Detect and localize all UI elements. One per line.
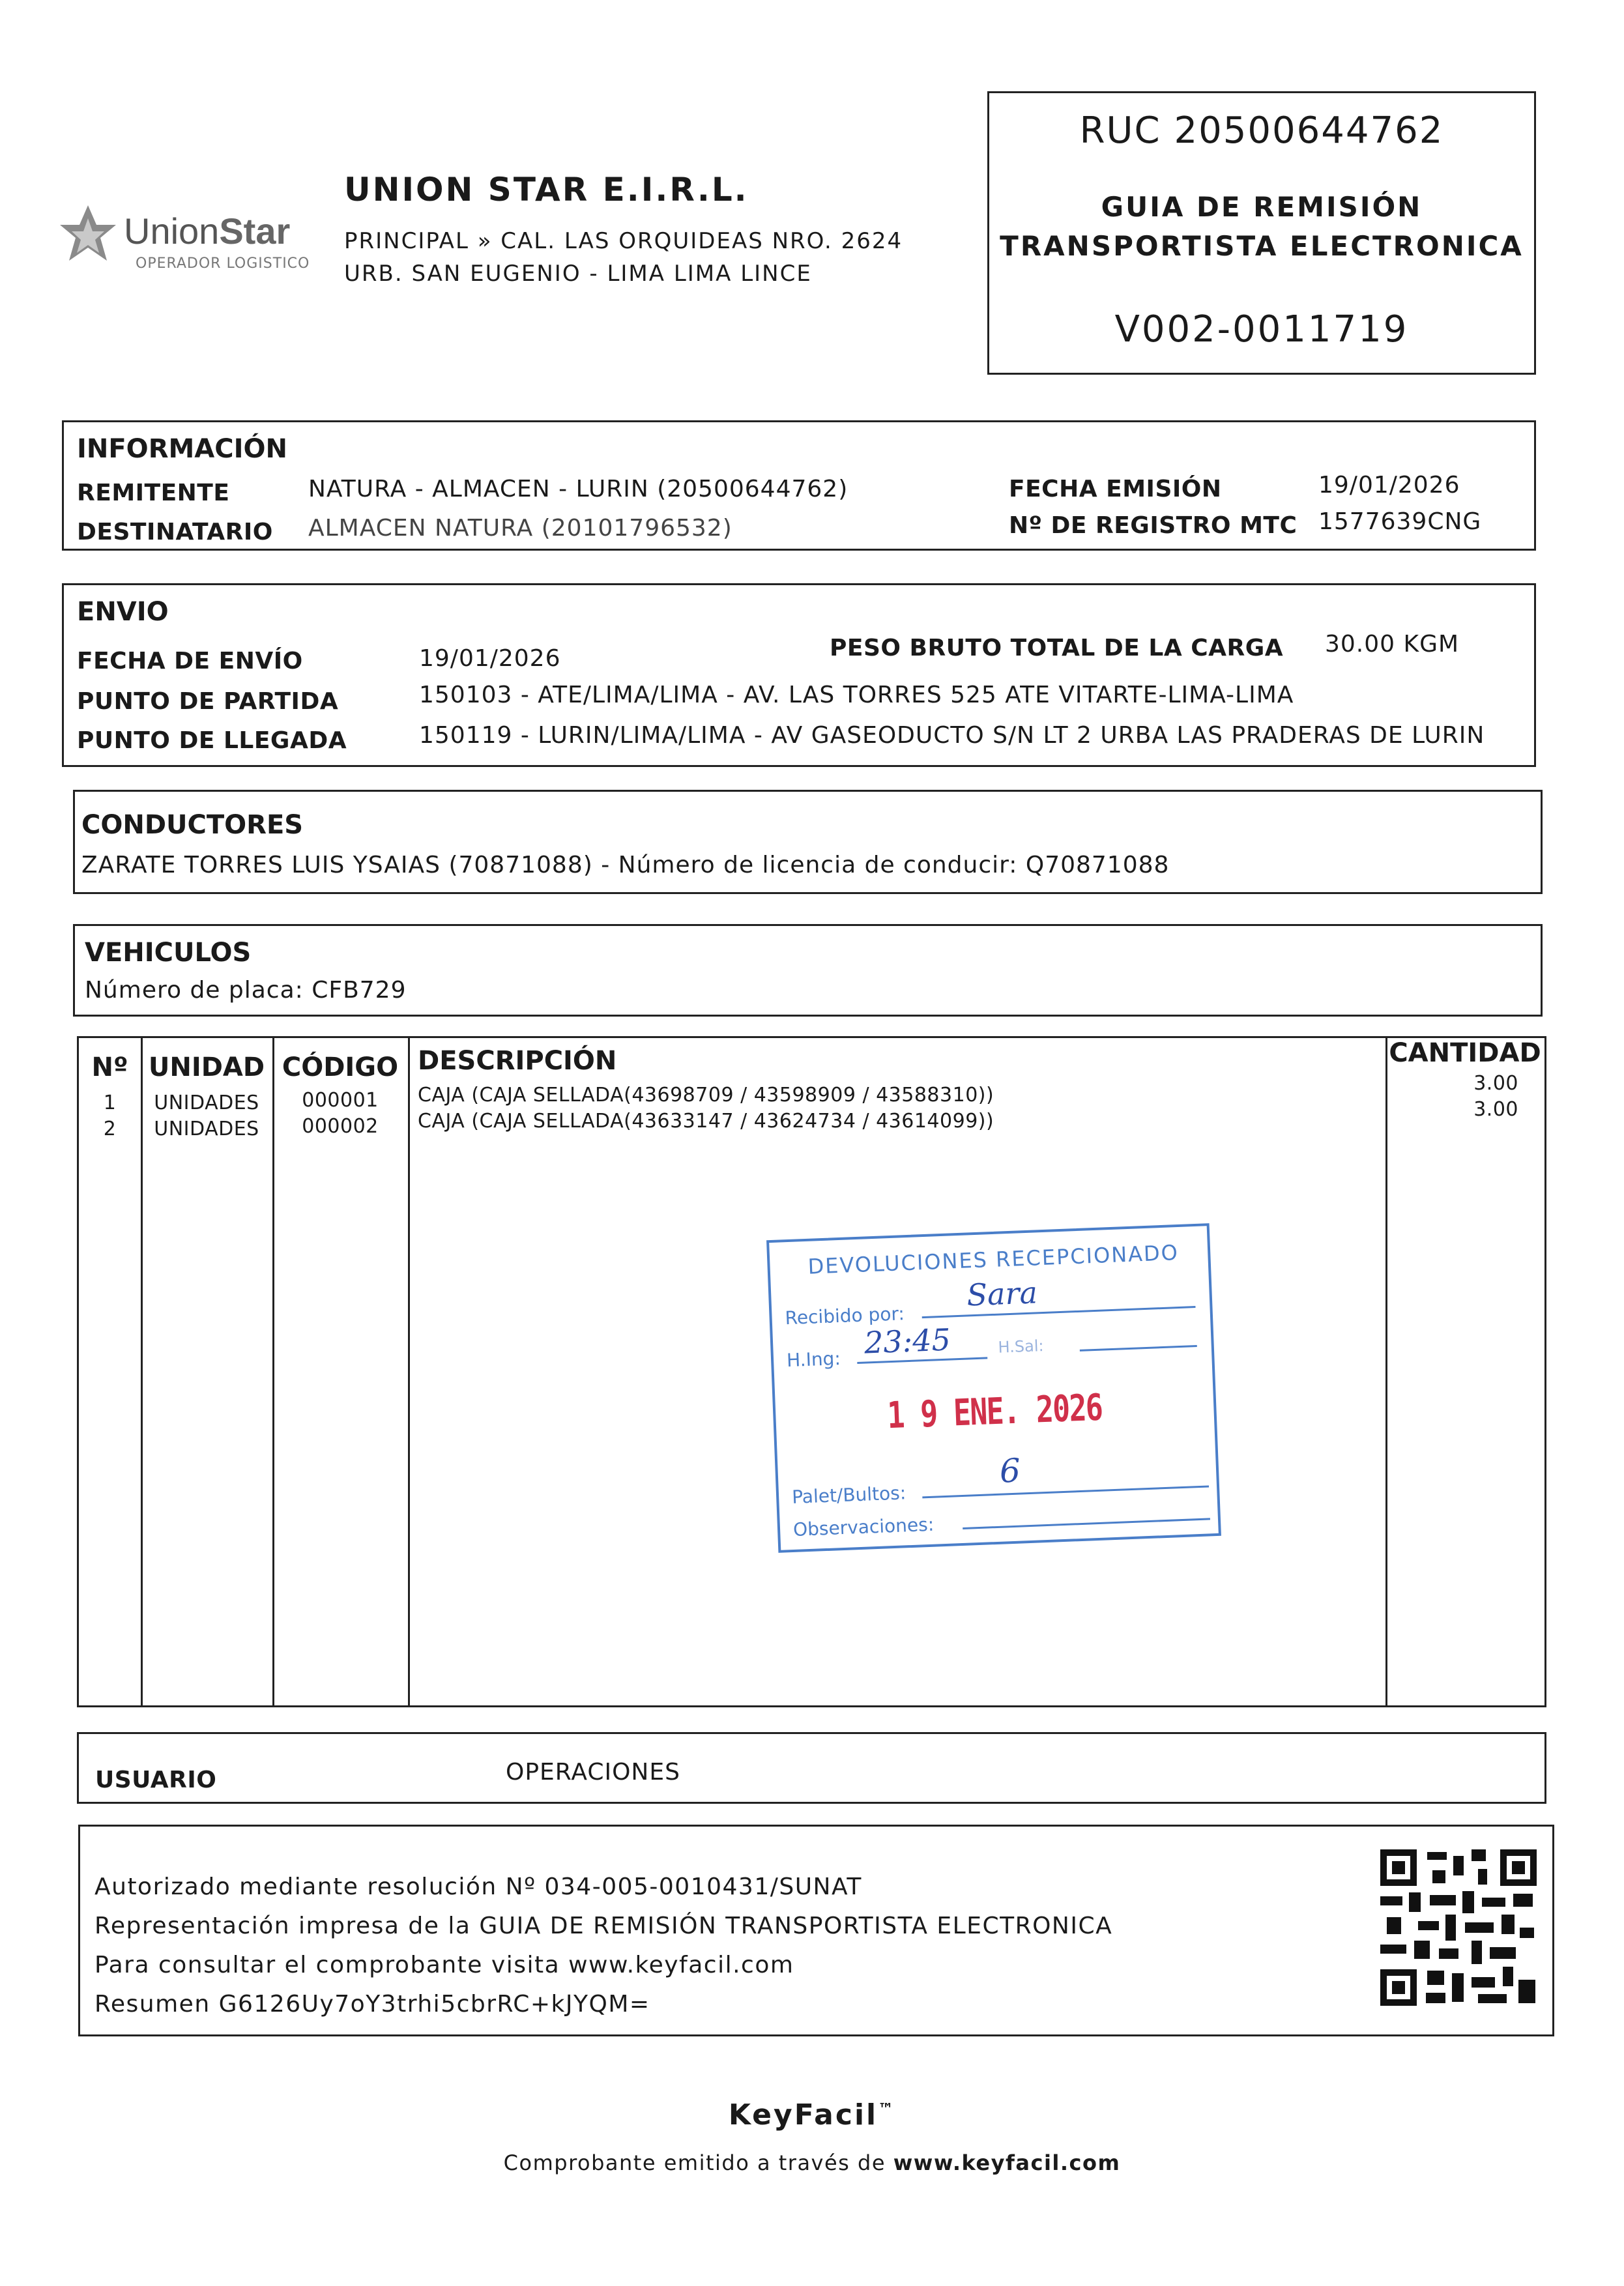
- trademark-symbol: ™: [878, 2100, 896, 2119]
- summary-hash-line: Resumen G6126Uy7oY3trhi5cbrRC+kJYQM=: [94, 1991, 650, 2018]
- stamp-palet-value: 6: [998, 1451, 1021, 1490]
- brand-tagline: [0, 2150, 1624, 2175]
- stamp-title: DEVOLUCIONES RECEPCIONADO: [807, 1239, 1180, 1279]
- stamp-line: [922, 1306, 1196, 1318]
- stamp-hing-value: 23:45: [863, 1322, 951, 1361]
- row-cantidad: 3.00: [1473, 1072, 1518, 1095]
- row-cantidad: 3.00: [1473, 1098, 1518, 1121]
- company-logo: [59, 202, 332, 280]
- punto-llegada-label: PUNTO DE LLEGADA: [77, 727, 347, 754]
- reception-stamp: [766, 1223, 1221, 1553]
- brand-name-text: KeyFacil: [728, 2098, 878, 2132]
- stamp-recibido-label: Recibido por:: [785, 1303, 905, 1329]
- punto-llegada-value: 150119 - LURIN/LIMA/LIMA - AV GASEODUCTO S/N LT 2 URBA LAS PRADERAS DE LURIN: [419, 722, 1485, 749]
- registro-mtc-value: 1577639CNG: [1318, 508, 1482, 535]
- row-descripcion: CAJA (CAJA SELLADA(43633147 / 43624734 / 43614099)): [418, 1110, 994, 1133]
- document-id-box: [987, 91, 1536, 375]
- star-logo-icon: [59, 202, 117, 274]
- fecha-emision-label: FECHA EMISIÓN: [1009, 476, 1222, 502]
- stamp-hing-label: H.Ing:: [786, 1348, 841, 1372]
- conductor-line: ZARATE TORRES LUIS YSAIAS (70871088) - Número de licencia de conducir: Q70871088: [81, 852, 1170, 878]
- fecha-envio-value: 19/01/2026: [419, 645, 561, 672]
- logo-text-star: Star: [219, 210, 291, 252]
- column-divider: [272, 1038, 274, 1705]
- brand-tagline-text: Comprobante emitido a través de: [503, 2150, 893, 2175]
- punto-partida-label: PUNTO DE PARTIDA: [77, 688, 339, 715]
- header-cantidad: CANTIDAD: [1389, 1038, 1541, 1068]
- informacion-section: [62, 420, 1536, 551]
- fecha-envio-label: FECHA DE ENVÍO: [77, 648, 303, 674]
- doc-number: V002-0011719: [1114, 308, 1409, 351]
- usuario-value: OPERACIONES: [506, 1759, 680, 1786]
- logo-text-union: Union: [124, 210, 220, 252]
- peso-bruto-label: PESO BRUTO TOTAL DE LA CARGA: [830, 635, 1284, 661]
- fecha-emision-value: 19/01/2026: [1318, 472, 1460, 499]
- row-no: 2: [103, 1118, 117, 1140]
- usuario-label: USUARIO: [95, 1767, 217, 1793]
- placa-line: Número de placa: CFB729: [85, 977, 407, 1004]
- usuario-section: [77, 1732, 1546, 1804]
- registro-mtc-label: Nº DE REGISTRO MTC: [1009, 512, 1298, 539]
- informacion-title: INFORMACIÓN: [77, 434, 287, 464]
- conductores-title: CONDUCTORES: [81, 810, 304, 840]
- header-unidad: UNIDAD: [148, 1052, 265, 1082]
- company-name: UNION STAR E.I.R.L.: [344, 171, 749, 209]
- row-descripcion: CAJA (CAJA SELLADA(43698709 / 43598909 / 43588310)): [418, 1084, 994, 1107]
- column-divider: [408, 1038, 410, 1705]
- destinatario-label: DESTINATARIO: [77, 519, 273, 545]
- vehiculos-section: [73, 924, 1543, 1017]
- conductores-section: [73, 790, 1543, 894]
- remitente-label: REMITENTE: [77, 480, 230, 506]
- ruc-number: RUC 20500644762: [1079, 109, 1444, 152]
- header-descripcion: DESCRIPCIÓN: [418, 1046, 617, 1076]
- representation-line: Representación impresa de la GUIA DE REMISIÓN TRANSPORTISTA ELECTRONICA: [94, 1913, 1113, 1939]
- stamp-recibido-value: Sara: [966, 1275, 1038, 1313]
- vehiculos-title: VEHICULOS: [85, 938, 252, 968]
- peso-bruto-value: 30.00 KGM: [1325, 631, 1460, 658]
- row-codigo: 000001: [302, 1089, 379, 1112]
- consult-line: Para consultar el comprobante visita www.keyfacil.com: [94, 1952, 794, 1978]
- stamp-palet-label: Palet/Bultos:: [791, 1482, 906, 1509]
- row-unidad: UNIDADES: [154, 1092, 259, 1114]
- column-divider: [1385, 1038, 1387, 1705]
- qr-code-icon: [1380, 1849, 1537, 2006]
- stamp-date: 1 9 ENE. 2026: [886, 1386, 1103, 1438]
- stamp-obs-label: Observaciones:: [792, 1513, 935, 1541]
- authorization-box: [78, 1825, 1554, 2036]
- row-no: 1: [103, 1092, 117, 1114]
- doc-title-line-1: GUIA DE REMISIÓN: [1101, 191, 1423, 223]
- company-address-line-2: URB. SAN EUGENIO - LIMA LIMA LINCE: [344, 261, 812, 287]
- envio-title: ENVIO: [77, 597, 169, 627]
- stamp-hsal-label: H.Sal:: [998, 1337, 1045, 1357]
- brand-name: [0, 2098, 1624, 2132]
- row-codigo: 000002: [302, 1115, 379, 1138]
- brand-site-link[interactable]: www.keyfacil.com: [893, 2150, 1121, 2175]
- logo-subtitle: OPERADOR LOGISTICO: [136, 255, 310, 272]
- header-codigo: CÓDIGO: [282, 1052, 399, 1082]
- stamp-line: [922, 1485, 1209, 1498]
- stamp-line: [1080, 1345, 1197, 1352]
- header-no: Nº: [91, 1052, 128, 1082]
- authorization-line: Autorizado mediante resolución Nº 034-005-0010431/SUNAT: [94, 1874, 862, 1900]
- destinatario-value: ALMACEN NATURA (20101796532): [308, 515, 732, 542]
- row-unidad: UNIDADES: [154, 1118, 259, 1140]
- punto-partida-value: 150103 - ATE/LIMA/LIMA - AV. LAS TORRES 525 ATE VITARTE-LIMA-LIMA: [419, 682, 1294, 708]
- company-address-line-1: PRINCIPAL » CAL. LAS ORQUIDEAS NRO. 2624: [344, 228, 903, 254]
- remitente-value: NATURA - ALMACEN - LURIN (20500644762): [308, 476, 848, 502]
- envio-section: [62, 583, 1536, 767]
- stamp-line: [963, 1518, 1210, 1529]
- doc-title-line-2: TRANSPORTISTA ELECTRONICA: [1000, 230, 1524, 262]
